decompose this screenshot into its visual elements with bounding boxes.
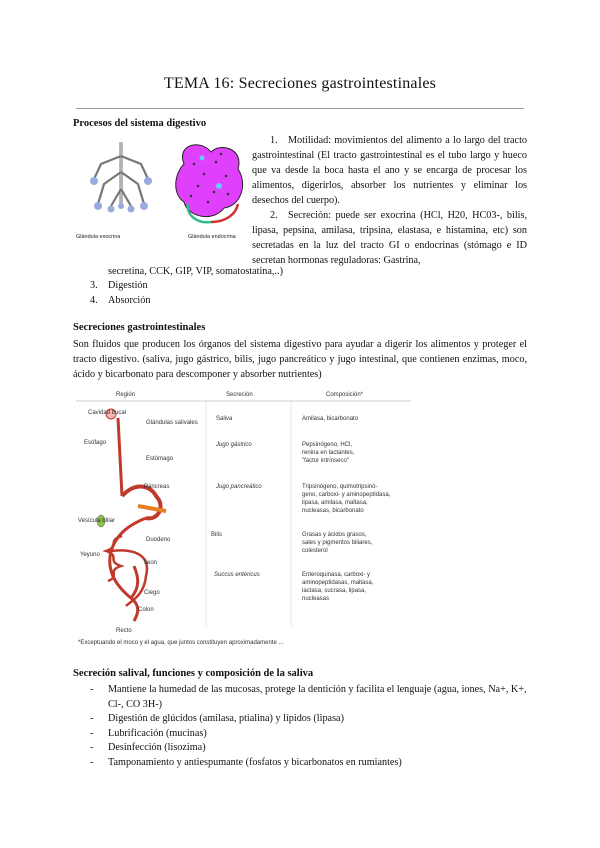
item-motilidad: Motilidad: movimientos del alimento a lo largo del tracto gastrointestinal (El tracto gastrointestinal es el tubo largo y hueco que va desde la boca hasta el ano y se encarga de procesar los alimentos, digerirlos, absorber los nutrientes y eliminar los desechos del cuerpo). xyxy=(252,135,527,206)
composition-line: "factor intrínseco" xyxy=(302,458,349,464)
list-item: - Mantiene la humedad de las mucosas, protege la dentición y facilita el lenguaje (agua, iones, Na+, K+, Cl-, CO 3H-) xyxy=(90,683,527,712)
secretion-jugo-pancreatico: Jugo pancreático xyxy=(216,484,262,490)
organ-glandulas: Glándulas salivales xyxy=(146,420,198,426)
organ-colon: Colon xyxy=(138,607,154,613)
endocrine-gland-drawing xyxy=(176,145,243,222)
composition-line: colesterol xyxy=(302,548,328,554)
composition-line: Tripsinógeno, quimotripsinó- xyxy=(302,484,378,490)
organ-esofago: Esófago xyxy=(84,440,107,446)
item-digestion: Digestión xyxy=(108,280,148,291)
list-item: - Digestión de glúcidos (amilasa, ptialina) y lípidos (lipasa) xyxy=(90,712,527,727)
secretion-bilis: Bilis xyxy=(211,532,223,538)
item-number: 4. xyxy=(90,295,98,306)
secretion-jugo-gastrico: Jugo gástrico xyxy=(216,442,252,448)
composition-line: nucleasas, bicarbonato xyxy=(302,508,364,514)
organ-ciego: Ciego xyxy=(144,590,160,596)
organ-pancreas: Páncreas xyxy=(144,484,170,490)
composition-line: Grasas y ácidos grasos, xyxy=(302,532,367,538)
col-header-composition: Composición* xyxy=(326,392,364,398)
section-heading-secreciones: Secreciones gastrointestinales xyxy=(73,322,206,333)
organ-vesicula: Vesícula biliar xyxy=(78,518,116,524)
item-number: 2. xyxy=(270,210,278,221)
secretion-saliva: Saliva xyxy=(216,416,233,422)
composition-line: Enteroquinasa, carboxi- y xyxy=(302,572,371,578)
item-secrecion: Secreción: puede ser exocrina (HCl, H20, HC03-, bilis, lipasa, pepsina, amilasa, tripsina, elastasa, e histamina, etc) son secretadas en la luz del tracto GI o endocrinas (stómago e ID secretan hormonas reguladoras: Gastrina, xyxy=(252,210,527,266)
secreciones-paragraph: Son fluidos que producen los órganos del sistema digestivo para ayudar a digerir los alimentos y proteger el tracto digestivo. (saliva, jugo gástrico, bilis, jugo pancreático y jugo intestinal, que contienen enzimas, moco, ácido y bicarbonato para descomponer y absorber nutrientes) xyxy=(73,339,527,380)
composition-line: Amilasa, bicarbonato xyxy=(302,416,359,422)
organ-recto: Recto xyxy=(116,628,132,634)
digestive-secretions-figure xyxy=(76,386,446,648)
composition-line: aminopeptidasas, maltasa, xyxy=(302,580,374,586)
title-divider xyxy=(76,108,524,109)
page-title: TEMA 16: Secreciones gastrointestinales xyxy=(163,75,437,92)
secretion-succus: Succus entericus xyxy=(214,572,260,578)
saliva-bullet-list xyxy=(90,683,527,770)
composition-line: lipasa, amilasa, maltasa, xyxy=(302,500,368,506)
exocrine-gland-drawing xyxy=(90,142,152,213)
item-absorcion: Absorción xyxy=(108,295,151,306)
col-header-region: Región xyxy=(116,392,136,398)
list-item: - Tamponamiento y antiespumante (fosfatos y bicarbonatos en rumiantes) xyxy=(90,756,527,771)
list-item: - Lubrificación (mucinas) xyxy=(90,727,527,742)
organ-duodeno: Duodeno xyxy=(146,537,171,543)
item-number: 3. xyxy=(90,280,98,291)
organ-estomago: Estómago xyxy=(146,456,174,462)
organ-ileon: Íleon xyxy=(144,560,158,566)
figure-footnote: *Exceptuando el moco y el agua, que juntos constituyen aproximadamente ... xyxy=(78,640,284,646)
exocrine-label: Glándula exocrina xyxy=(76,234,121,240)
composition-line: nucleasas xyxy=(302,596,330,602)
gland-figure xyxy=(76,134,252,244)
composition-line: lactasa, sucrasa, lipasa, xyxy=(302,588,367,594)
list-item: - Desinfección (lisozima) xyxy=(90,741,527,756)
composition-line: sales y pigmentos biliares, xyxy=(302,540,373,546)
composition-line: renina en lactantes, xyxy=(302,450,355,456)
organ-yeyuno: Yeyuno xyxy=(80,552,100,558)
section-heading-procesos: Procesos del sistema digestivo xyxy=(73,118,207,129)
item-secrecion-cont: secretina, CCK, GIP, VIP, somatostatina,..) xyxy=(108,266,283,277)
section-heading-saliva: Secreción salival, funciones y composición de la saliva xyxy=(73,668,314,679)
col-header-secretion: Secreción xyxy=(226,392,253,398)
item-number: 1. xyxy=(270,135,278,146)
endocrine-label: Glándula endocrina xyxy=(188,234,236,240)
composition-line: Pepsinógeno, HCl, xyxy=(302,442,353,448)
organ-cavidad: Cavidad bucal xyxy=(88,410,127,416)
composition-line: geno, carboxi- y aminopeptidasa, xyxy=(302,492,391,498)
